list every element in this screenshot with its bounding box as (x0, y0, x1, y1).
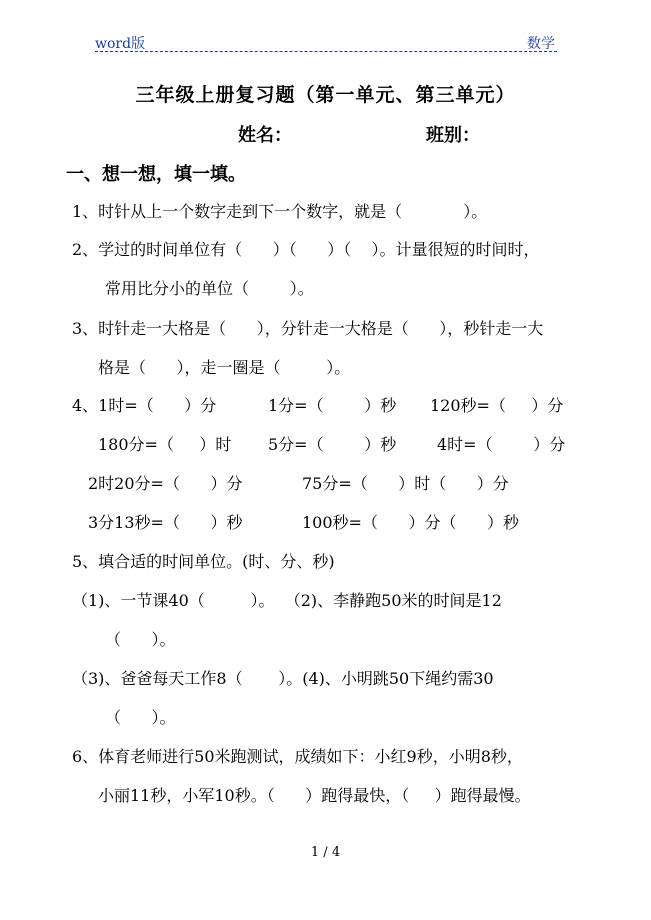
page-header (95, 31, 557, 52)
question-4-item: 4、1时=（ ）分 (72, 396, 217, 415)
question-5-line-2: （ ）。 (105, 630, 176, 649)
question-5: 5、填合适的时间单位。(时、分、秒) (72, 552, 335, 571)
question-3-line-2: 格是（ ），走一圈是（ ）。 (98, 358, 351, 377)
question-5-line-3: （3)、爸爸每天工作8（ ）。(4)、小明跳50下绳约需30 (72, 669, 494, 688)
question-4-item: 4时=（ ）分 (437, 435, 566, 454)
question-4-item: 180分=（ ）时 (98, 435, 232, 454)
question-2-line-2: 常用比分小的单位（ ）。 (105, 279, 314, 298)
section-heading: 一、想一想，填一填。 (66, 164, 246, 185)
question-3-line-1: 3、时针走一大格是（ ），分针走一大格是（ ），秒针走一大 (72, 319, 544, 338)
question-6-line-1: 6、体育老师进行50米跑测试，成绩如下：小红9秒，小明8秒， (72, 747, 523, 766)
question-4-item: 100秒=（ ）分（ ）秒 (302, 513, 519, 532)
question-4-item: 120秒=（ ）分 (430, 396, 564, 415)
header-left-label: word版 (95, 36, 146, 52)
question-4-item: 1分=（ ）秒 (268, 396, 397, 415)
question-4-item: 75分=（ ）时（ ）分 (302, 474, 509, 493)
question-2-line-1: 2、学过的时间单位有（ ）（ ）（ ）。计量很短的时间时， (72, 240, 540, 259)
name-field-label: 姓名： (238, 125, 292, 146)
question-4-item: 3分13秒=（ ）秒 (88, 513, 243, 532)
question-4-item: 5分=（ ）秒 (268, 435, 397, 454)
question-1: 1、时针从上一个数字走到下一个数字，就是（ ）。 (72, 202, 488, 221)
question-6-line-2: 小丽11秒，小军10秒。（ ）跑得最快，（ ）跑得最慢。 (98, 786, 531, 805)
header-right-label: 数学 (527, 36, 555, 52)
page-title: 三年级上册复习题（第一单元、第三单元） (135, 84, 516, 106)
page-number: 1 / 4 (310, 845, 341, 860)
question-5-line-1: （1)、一节课40（ ）。 （2)、李静跑50米的时间是12 (72, 591, 502, 610)
class-field-label: 班别： (426, 125, 480, 146)
question-4-item: 2时20分=（ ）分 (88, 474, 243, 493)
question-5-line-4: （ ）。 (105, 708, 176, 727)
